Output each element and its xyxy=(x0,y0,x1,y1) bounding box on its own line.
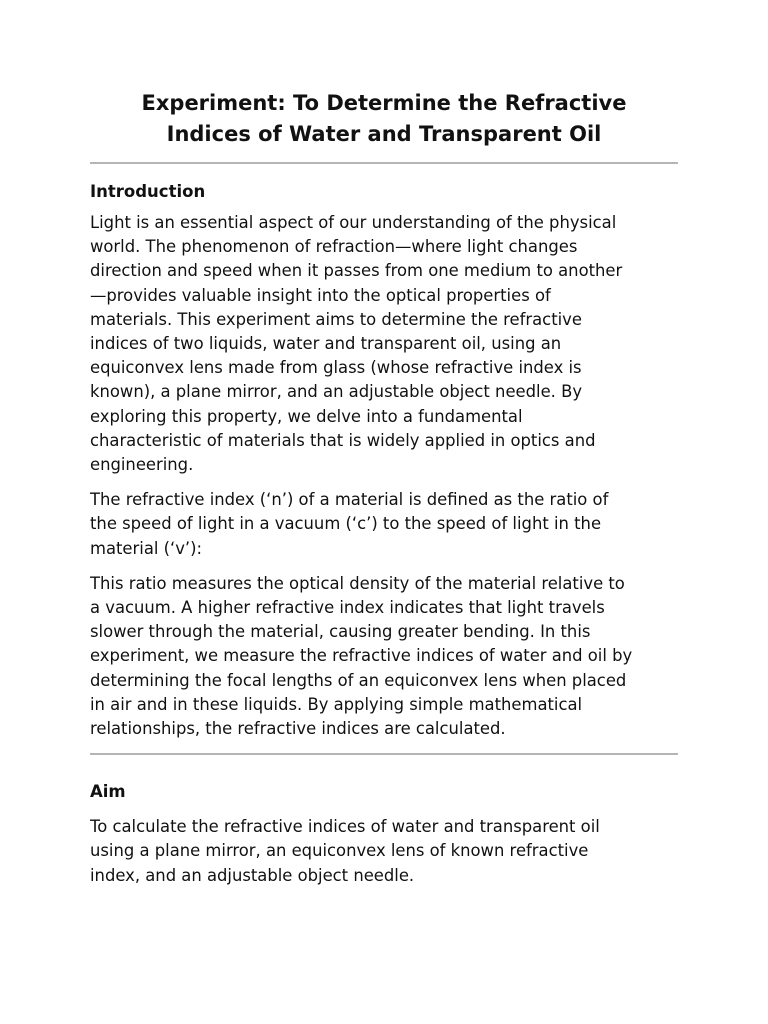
title-line: Indices of Water and Transparent Oil xyxy=(166,122,602,146)
text-line: using a plane mirror, an equiconvex lens of known refractive xyxy=(90,841,589,861)
text-line: materials. This experiment aims to determine the refractive xyxy=(90,309,582,329)
text-line: slower through the material, causing greater bending. In this xyxy=(90,622,591,642)
text-line: To calculate the refractive indices of water and transparent oil xyxy=(90,817,600,837)
text-line: determining the focal lengths of an equiconvex lens when placed xyxy=(90,670,627,690)
text-line: engineering. xyxy=(90,455,194,475)
text-line: —provides valuable insight into the optical properties of xyxy=(90,285,551,305)
text-line: known), a plane mirror, and an adjustable object needle. By xyxy=(90,382,583,402)
title-divider xyxy=(90,162,678,164)
section-divider xyxy=(90,753,678,755)
text-line: characteristic of materials that is widely applied in optics and xyxy=(90,430,596,450)
text-line: material (‘v’): xyxy=(90,538,203,558)
text-line: world. The phenomenon of refraction—where light changes xyxy=(90,237,578,257)
text-line: index, and an adjustable object needle. xyxy=(90,865,415,885)
title-line: Experiment: To Determine the Refractive xyxy=(141,91,627,115)
optical-density-paragraph xyxy=(90,572,678,741)
text-line: equiconvex lens made from glass (whose refractive index is xyxy=(90,358,582,378)
aim-paragraph xyxy=(90,815,678,888)
text-line: a vacuum. A higher refractive index indicates that light travels xyxy=(90,598,605,618)
introduction-paragraph xyxy=(90,211,678,477)
introduction-heading: Introduction xyxy=(90,182,206,201)
text-line: The refractive index (‘n’) of a material is defined as the ratio of xyxy=(90,490,609,510)
text-line: experiment, we measure the refractive indices of water and oil by xyxy=(90,646,633,666)
text-line: Light is an essential aspect of our understanding of the physical xyxy=(90,213,617,232)
text-line: direction and speed when it passes from one medium to another xyxy=(90,261,623,281)
refractive-index-definition-paragraph xyxy=(90,488,678,561)
text-line: relationships, the refractive indices are calculated. xyxy=(90,719,506,739)
text-line: in air and in these liquids. By applying simple mathematical xyxy=(90,694,583,714)
text-line: This ratio measures the optical density of the material relative to xyxy=(90,573,625,593)
text-line: indices of two liquids, water and transparent oil, using an xyxy=(90,334,562,354)
text-line: exploring this property, we delve into a fundamental xyxy=(90,406,523,426)
aim-heading: Aim xyxy=(90,782,126,802)
document-title xyxy=(90,88,678,150)
text-line: the speed of light in a vacuum (‘c’) to the speed of light in the xyxy=(90,514,602,534)
